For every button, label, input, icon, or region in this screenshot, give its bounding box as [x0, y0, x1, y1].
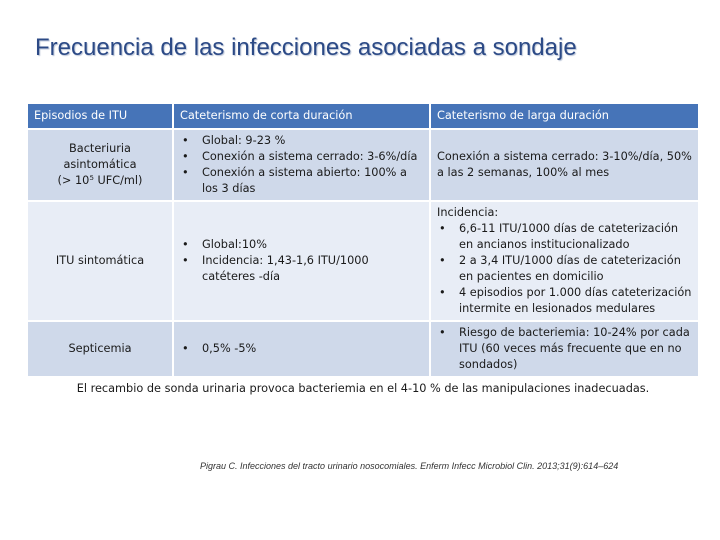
table-footer-note: El recambio de sonda urinaria provoca bacteriemia en el 4-10 % de las manipulaciones inadecuadas.: [28, 377, 698, 400]
slide-title: Frecuencia de las infecciones asociadas a sondaje: [35, 34, 577, 61]
episode-cell: [28, 129, 173, 201]
table-row: [28, 129, 698, 201]
header-episodios: Episodios de ITU: [28, 104, 173, 129]
bullet-list: [180, 341, 423, 357]
list-item: • 6,6-11 ITU/1000 días de cateterización en ancianos institucionalizado: [437, 221, 692, 253]
short-duration-cell: [173, 321, 430, 377]
list-item: • Conexión a sistema cerrado: 3-6%/día: [180, 149, 423, 165]
incidence-label: Incidencia:: [437, 206, 499, 219]
short-duration-cell: [173, 201, 430, 321]
episode-label-line: Bacteriuria: [69, 142, 131, 155]
table-row: [28, 201, 698, 321]
citation-footnote: Pigrau C. Infecciones del tracto urinario nosocomiales. Enferm Infecc Microbiol Clin. 2013;31(9):614–624: [200, 461, 619, 471]
list-item: • Incidencia: 1,43-1,6 ITU/1000 catéteres -día: [180, 253, 423, 285]
list-item: • Conexión a sistema abierto: 100% a los 3 días: [180, 165, 423, 197]
short-duration-cell: [173, 129, 430, 201]
long-duration-cell: [430, 321, 698, 377]
list-item: • Global:10%: [180, 237, 423, 253]
table-footer-row: [28, 377, 698, 400]
bullet-list: [180, 237, 423, 285]
long-duration-cell: [430, 201, 698, 321]
list-item: • Riesgo de bacteriemia: 10-24% por cada ITU (60 veces más frecuente que en no sondados): [437, 325, 692, 373]
list-item: • Global: 9-23 %: [180, 133, 423, 149]
bullet-list: [437, 325, 692, 373]
header-corta-duracion: Cateterismo de corta duración: [173, 104, 430, 129]
list-item: • 4 episodios por 1.000 días cateterización intermite en lesionados medulares: [437, 285, 692, 317]
list-item: • 2 a 3,4 ITU/1000 días de cateterización en pacientes en domicilio: [437, 253, 692, 285]
table-row: [28, 321, 698, 377]
episode-cell: Septicemia: [28, 321, 173, 377]
table-header-row: [28, 104, 698, 129]
episode-label-line: asintomática: [63, 158, 137, 171]
header-larga-duracion: Cateterismo de larga duración: [430, 104, 698, 129]
bullet-list: [437, 221, 692, 317]
long-duration-cell: Conexión a sistema cerrado: 3-10%/día, 50% a las 2 semanas, 100% al mes: [430, 129, 698, 201]
episode-label-line: (> 10⁵ UFC/ml): [57, 174, 143, 187]
infection-frequency-table: [28, 104, 698, 400]
episode-cell: ITU sintomática: [28, 201, 173, 321]
list-item: • 0,5% -5%: [180, 341, 423, 357]
bullet-list: [180, 133, 423, 197]
